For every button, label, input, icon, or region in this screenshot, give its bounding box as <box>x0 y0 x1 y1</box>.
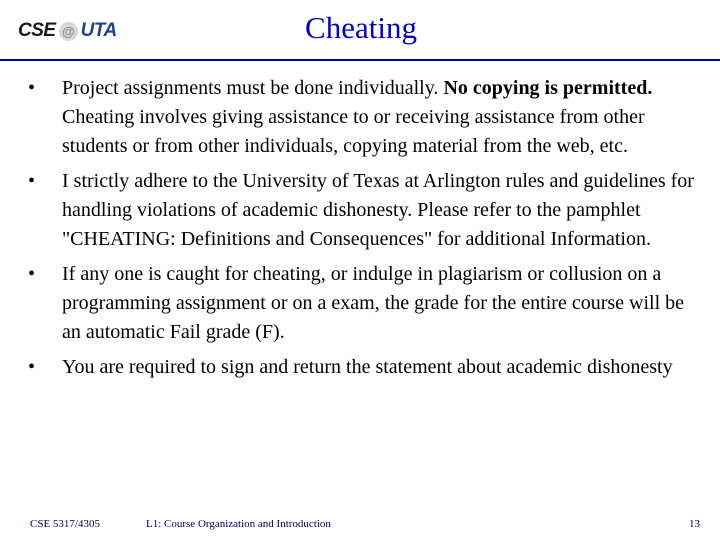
bullet-icon: • <box>28 263 36 285</box>
bullet-text: I strictly adhere to the University of Texas at Arlington rules and guidelines for handling violations of academic dishonesty. Please refer to the pamphlet "CHEATING: Definitions and Consequences" for additional Information. <box>62 170 694 250</box>
bullet-text: Cheating involves giving assistance to or receiving assistance from other students or from other individuals, copying material from the web, etc. <box>62 106 645 157</box>
bullet-icon: • <box>28 77 36 99</box>
bullet-item-penalty <box>26 260 696 347</box>
bullet-text: You are required to sign and return the statement about academic dishonesty <box>62 356 673 378</box>
footer-course: CSE 5317/4305 <box>30 518 100 530</box>
cse-uta-logo <box>18 20 117 42</box>
bullet-list <box>26 74 696 388</box>
bullet-emphasis: No copying is permitted. <box>443 77 653 99</box>
bullet-item-sign-statement <box>26 353 696 382</box>
bullet-icon: • <box>28 170 36 192</box>
footer-page-number: 13 <box>689 518 700 530</box>
bullet-item-uta-rules <box>26 167 696 254</box>
slide-title: Cheating <box>305 10 417 45</box>
bullet-text: Project assignments must be done individually. <box>62 77 444 99</box>
bullet-icon: • <box>28 356 36 378</box>
logo-cse-text: CSE <box>18 20 56 41</box>
bullet-text: If any one is caught for cheating, or indulge in plagiarism or collusion on a programming assignment or on a exam, the grade for the entire course will be an automatic Fail grade (F). <box>62 263 685 343</box>
title-divider <box>0 59 720 61</box>
bullet-item-project-assignments <box>26 74 696 161</box>
logo-at-icon: @ <box>59 22 78 41</box>
logo-uta-text: UTA <box>80 20 117 41</box>
footer-lecture-title: L1: Course Organization and Introduction <box>146 518 331 530</box>
